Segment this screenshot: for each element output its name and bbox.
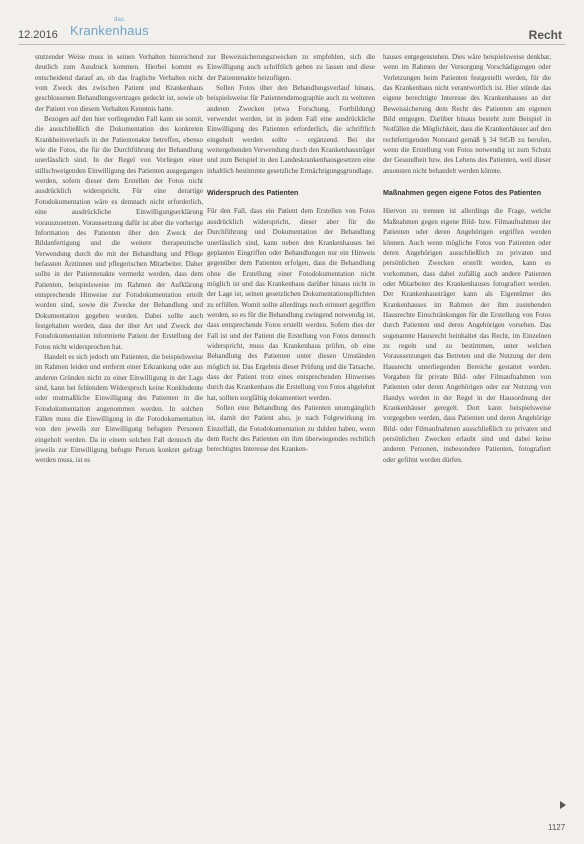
subheading: Widerspruch des Patienten [207,189,299,198]
header-divider [18,44,566,45]
logo-text: Krankenhaus [70,23,149,38]
logo-superscript: das [114,17,125,23]
paragraph: Für den Fall, dass ein Patient dem Erstellen von Fotos ausdrücklich widerspricht, dieser aber für die Durchführung und Dokumentation der Behandlung unerlässlich sind, kann neben den Krankenhauses bei geplanten Eingriffen oder Behandlungen nur ein Hinweis gegenüber dem Patienten erfolgen, dass die Behandlung ohne die Erstellung einer Fotodokumentation nicht möglich ist und das Krankenhaus darüber hinaus nicht in der Lage ist, seinen gesetzlichen Dokumentationspflichten zu erfüllen. Womit sollte allerdings noch erinnert gegriffen werden, so es für die Behandlung zwingend notwendig ist, dass entsprechende Fotos erstellt werden. Sofern dies der Fall ist und der Patient die Erstellung von Fotos dennoch widerspricht, muss das Krankenhaus prüfen, ob eine Behandlung des Patienten unter diesen Umständen möglich ist. Das Ergebnis dieser Prüfung und die Tatsache, dass der Patient trotz eines entsprechenden Hinweises durch das Krankenhaus die Erstellung von Fotos abgelehnt hat, sollten sorgfältig dokumentiert werden. [207,207,375,402]
paragraph: Hiervon zu trennen ist allerdings die Frage, welche Maßnahmen gegen eigene Bild- bzw. Filmaufnahmen der Patienten oder deren Angehörigen ergriffen werden können. Auch wenn mögliche Fotos von Patienten oder deren Angehörigen ausschließlich zu privaten und persönlichen Zwecken erstellt werden, kann es vorkommen, dass dabei zufällig auch andere Patienten oder Mitarbeiter des Krankenhauses fotografiert werden. Der Krankenhausträger kann als Eigentümer des Krankenhauses im Rahmen der ihm zustehenden Hausrechte Einschränkungen für die Erstellung von Fotos durch Patienten und deren Angehörigen vorsehen. Das sogenannte Hausrecht beinhaltet das Recht, im Einzelnen zu regeln und zu bestimmen, unter welchen Voraussetzungen das Betreten und die Nutzung der dem Hausrecht unterliegenden Bereiche gestattet werden. Vorgaben für private Bild- oder Filmaufnahmen von Patienten oder deren Angehörigen oder zur Nutzung von Handys werden in der Regel in der Hausordnung der Krankenhäuser geregelt. Dort kann beispielsweise vorgegeben werden, dass Patienten und deren Angehörige Bild- oder Filmaufnahmen ausschließlich zu privaten und persönlichen Zwecken erlaubt sind und dabei keine anderen Personen, insbesondere Patienten, fotografiert oder gefilmt werden dürfen. [383,207,551,464]
paragraph: Sollen Fotos über den Behandlungsverlauf hinaus, beispielsweise für Patientendemographie auch zu weiteren anderen Zwecken (etwa Forschung, Fortbildung) verwendet werden, ist in jedem Fall eine ausdrückliche Einwilligung des Patienten erforderlich, die schriftlich eingeholt werden sollte – ergänzend. Bei der weitergehenden Verwendung durch den Krankenhausträger und zum Beispiel in den Landeskrankenhausgesetzen eine inhaltlich bestimmte gesetzliche Ermächtigungsgrundlage. [207,84,375,175]
paragraph: Handelt es sich jedoch um Patienten, die beispielsweise im Rahmen leiden und entfernt einer Erkrankung oder aus anderen Gründen nicht zu einer Einwilligung in der Lage sind, kann bei fehlendem Widerspruch keine Konkludente oder mutmaßliche Einwilligung des Patienten in die Fotodokumentation angenommen werden. In solchen Fällen muss die Einwilligung in die Fotodokumentation von den jeweils zur Einwilligung befugten Personen eingeholt werden. Da in einem solchen Fall dennoch die jeweils zur Einwilligung befugte Person konkret gefragt werden muss, ist es [35,352,203,465]
text-column-1 [35,52,203,822]
paragraph: hauses entgegenstehen. Dies wäre beispielsweise denkbar, wenn im Rahmen der Versorgung Vorschädigungen oder Verletzungen beim Patienten festgestellt werden, für die das Krankenhaus nicht verantwortlich ist. Hier stünde das eigene berechtigte Interesse des Krankenhauses an der Beweissicherung dem Recht des Patienten am eigenen Bild entgegen. Darüber hinaus besteht zum Beispiel in Notfällen die Möglichkeit, dass die Krankenhäuser auf den rechtfertigenden Notstand gemäß § 34 StGB zu berufen, wenn die Erstellung von Fotos notwendig ist zum Schutz der Gesundheit bzw. des Lebens des Patienten, weil dieser ansonsten nicht behandelt werden könnte. [383,53,551,175]
paragraph: zur Beweissicherungszwecken zu empfehlen, sich die Einwilligung auch schriftlich geben zu lassen und diese der Patientenakte beizufügen. [207,53,375,82]
page-number: 1127 [548,823,566,832]
paragraph: Sollen eine Behandlung des Patienten unumgänglich ist, damit der Patient also, je nach Folgewirkung im Einzelfall, die Fotodokumentation zu dulden haben, wenn dem Recht des Patienten ein ihm überwiegendes rechtlich berechtigtes Interesse des Kranken- [207,404,375,454]
section-title: Recht [528,28,562,42]
magazine-logo [70,17,149,38]
subheading: Maßnahmen gegen eigene Fotos des Patienten [383,189,542,198]
text-column-2 [207,52,375,822]
paragraph: stutzender Weise muss in seinen Verhalten hinreichend deutlich zum Ausdruck kommen. Hierbei kommt es entscheidend darauf an, ob das fragliche Verhalten nicht vom Zweck des zwischen Patient und Krankenhaus geschlossenen Behandlungsvertrages gedeckt ist, sowie ob der Patient von diesem Verhalten Kenntnis hatte. [35,53,203,113]
page-header [18,17,566,48]
text-column-3 [383,52,551,822]
issue-date: 12.2016 [18,29,58,41]
paragraph: Bezogen auf den hier vorliegenden Fall kann sie somit, die ausschließlich die Dokumentation des konkreten Krankheitsverlaufs in der Patientenakte betreffen, ebenso wie die Fotos, die für die Durchführung der Behandlung unerlässlich sind. In der Regel von Vorliegen einer stillschweigenden Einwilligung des Patienten ausgegangen werden, sofern dieser dem Erstellen der Fotos nicht ausdrücklich widerspricht. Für eine derartige Fotodokumentation wäre es demnach nicht erforderlich, eine ausdrückliche Einwilligungserklärung vorauszusetzen. Voraussetzung dafür ist aber die vorherige Information des Patienten über den Zweck der Bildanfertigung und die weitere therapeutische Verwendung durch die mit der Behandlung und Pflege befassten Ärztinnen und pflegerischen Mitarbeiter. Daher sollte in der Patientenakte vermerkt werden, dass dem Patienten, beispielsweise im Rahmen der Aufklärung entsprechende Hinweise zur Fotodokumentation erteilt worden sind, sowie die Zwecke der Behandlung und Dokumentation gegeben worden. Dabei sollte auch festgehalten werden, dass der über Art und Zweck der Fotodokumentation informierte Patient der Erstellung der Fotos nicht widersprochen hat. [35,115,203,351]
continue-arrow-icon [560,801,566,809]
